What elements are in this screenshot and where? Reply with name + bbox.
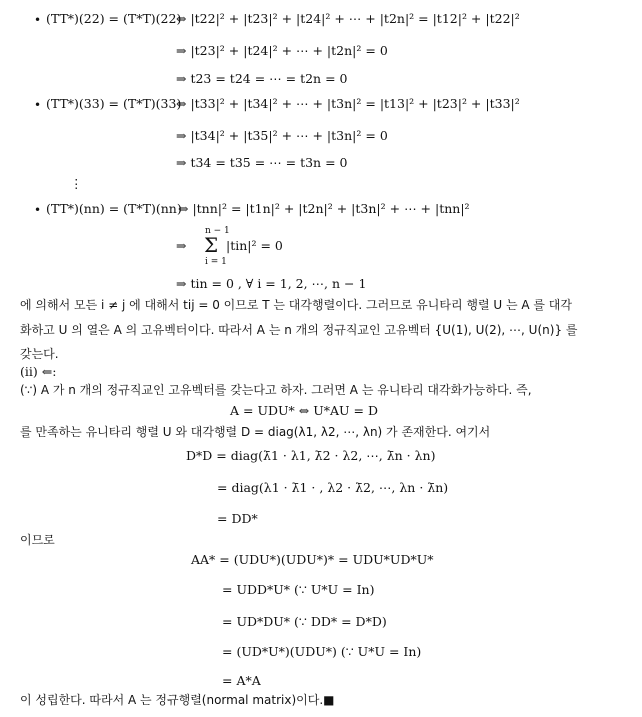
equation-line: AA* = (UDU*)(UDU*)* = UDU*UD*U* [191, 552, 434, 567]
text-line: (∵) A 가 n 개의 정규직교인 고유벡터를 갖는다고 하자. 그러면 A 는 유니타리 대각화가능하다. 즉, [20, 383, 532, 397]
equation-line: = UDD*U* (∵ U*U = In) [222, 582, 375, 597]
qed-symbol: ■ [323, 693, 335, 707]
equation-line: A = UDU* ⇔ U*AU = D [230, 403, 378, 418]
bullet: • [34, 98, 42, 112]
text-line: 를 만족하는 유니타리 행렬 U 와 대각행렬 D = diag(λ1, λ2, ⋯, λn) 가 존재한다. 여기서 [20, 425, 491, 439]
equation-line: ⇔ |tnn|² = |t1n|² + |t2n|² + |t3n|² + ⋯ + |tnn|² [178, 201, 470, 216]
section-heading: (ii) ⇐: [20, 364, 57, 379]
text-line: 화하고 U 의 열은 A 의 고유벡터이다. 따라서 A 는 n 개의 정규직교인 고유벡터 {U(1), U(2), ⋯, U(n)} 를 [20, 323, 578, 337]
sum-upper-limit: n − 1 [205, 226, 230, 236]
equation-line: = (UD*U*)(UDU*) (∵ U*U = In) [222, 644, 422, 659]
equation-line: ⇒ tin = 0 , ∀ i = 1, 2, ⋯, n − 1 [176, 276, 367, 291]
sum-lower-limit: i = 1 [205, 257, 227, 267]
equation-line: ⇔ |t33|² + |t34|² + ⋯ + |t3n|² = |t13|² + |t23|² + |t33|² [176, 96, 520, 111]
implies-symbol: ⇒ [176, 238, 187, 253]
text-line: 에 의해서 모든 i ≠ j 에 대해서 tij = 0 이므로 T 는 대각행렬이다. 그러므로 유니타리 행렬 U 는 A 를 대각 [20, 298, 572, 312]
bullet: • [34, 203, 42, 217]
equation-line: = diag(λ1 · λ̄1 · , λ2 · λ̄2, ⋯, λn · λ̄n) [217, 480, 449, 495]
equation-line: ⇒ |t34|² + |t35|² + ⋯ + |t3n|² = 0 [176, 128, 388, 143]
text-line: 이므로 [20, 533, 55, 547]
equation-line: D*D = diag(λ̄1 · λ1, λ̄2 · λ2, ⋯, λ̄n · λn) [186, 448, 436, 463]
equation-line: ⇒ |t23|² + |t24|² + ⋯ + |t2n|² = 0 [176, 43, 388, 58]
summation-symbol: Σ [204, 233, 219, 257]
conclusion-text: 이 성립한다. 따라서 A 는 정규행렬(normal matrix)이다. [20, 693, 324, 707]
bullet: • [34, 13, 42, 27]
equation-lhs: (TT*)(nn) = (T*T)(nn) [46, 201, 182, 216]
equation-line: = A*A [222, 673, 261, 688]
text-line: 갖는다. [20, 347, 59, 361]
equation-line: ⇒ t23 = t24 = ⋯ = t2n = 0 [176, 71, 348, 86]
equation-line: ⇔ |t22|² + |t23|² + |t24|² + ⋯ + |t2n|² = |t12|² + |t22|² [176, 11, 520, 26]
vertical-ellipsis: ⋮ [70, 176, 83, 191]
equation-lhs: (TT*)(22) = (T*T)(22) [46, 11, 182, 26]
equation-lhs: (TT*)(33) = (T*T)(33) [46, 96, 182, 111]
equation-line: = DD* [217, 511, 258, 526]
equation-line: ⇒ t34 = t35 = ⋯ = t3n = 0 [176, 155, 348, 170]
equation-line: |tin|² = 0 [226, 238, 283, 253]
text-line [20, 692, 334, 708]
equation-line: = UD*DU* (∵ DD* = D*D) [222, 614, 387, 629]
